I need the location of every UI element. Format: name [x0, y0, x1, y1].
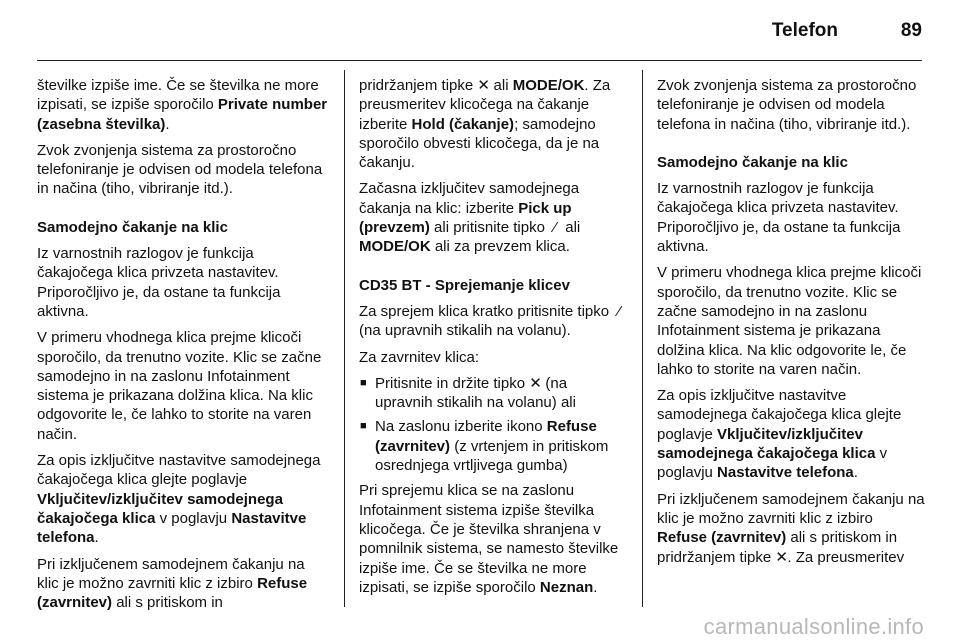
column-divider-2 — [642, 70, 643, 607]
column-2 — [359, 76, 627, 604]
paragraph: Pri sprejemu klica se na zaslonu Infotainment sistema izpiše številka klicočega. Če je številka shranjena v pomnilnik sistema, se namesto številke izpiše ime. Če se številka ne more izpisati, se izpiše sporočilo Neznan. — [359, 482, 619, 596]
paragraph: Za zavrnitev klica: — [359, 348, 480, 366]
paragraph: pridržanjem tipke ✕ ali MODE/OK. Za preusmeritev klicočega na čakanje izberite Hold (čakanje); samodejno sporočilo obvesti klicočega, da je na čakanju. — [359, 77, 611, 172]
column-divider-1 — [344, 70, 345, 607]
paragraph: Za opis izključitve nastavitve samodejnega čakajočega klica glejte poglavje Vključitev/izključitev samodejnega čakajočega klica v poglavju Nastavitve telefona. — [657, 387, 902, 482]
column-1 — [37, 76, 329, 619]
header-rule — [37, 60, 922, 61]
phone-answer-icon: ⁄ — [553, 219, 557, 237]
paragraph: Iz varnostnih razlogov je funkcija čakajočega klica privzeta nastavitev. Priporočljivo je, da ostane ta funkcija aktivna. — [657, 180, 901, 256]
page-number: 89 — [900, 20, 922, 41]
paragraph: V primeru vhodnega klica prejme klicoči sporočilo, da trenutno vozite. Klic se začne samodejno in na zaslonu Infotainment sistema je prikazana dolžina klica. Na klic odgovorite le, če lahko to storite na varen način. — [37, 329, 322, 443]
phone-hangup-icon: ✕ — [775, 548, 788, 566]
watermark: carmanualsonline.info — [703, 614, 924, 639]
list-item: ■ Na zaslonu izberite ikono Refuse (zavrnitev) (z vrtenjem in pritiskom osrednjega vrtljivega gumba) — [359, 417, 627, 475]
list-item: ■ Pritisnite in držite tipko ✕ (na upravnih stikalih na volanu) ali — [359, 374, 627, 413]
header-title: Telefon — [771, 20, 838, 41]
paragraph: Začasna izključitev samodejnega čakanja na klic: izberite Pick up (prevzem) ali pritisnite tipko ⁄ ali MODE/OK ali za prevzem klica. — [359, 180, 581, 256]
paragraph: Za opis izključitve nastavitve samodejnega čakajočega klica glejte poglavje Vključitev/izključitev samodejnega čakajočega klica v poglavju Nastavitve telefona. — [37, 452, 321, 547]
paragraph: Pri izključenem samodejnem čakanju na klic je možno zavrniti klic z izbiro Refuse (zavrnitev) ali s pritiskom in — [37, 555, 308, 612]
section-heading: Samodejno čakanje na klic — [37, 218, 228, 236]
phone-hangup-icon: ✕ — [477, 77, 490, 94]
paragraph: številke izpiše ime. Če se številka ne more izpisati, se izpiše sporočilo Private number (zasebna številka). — [37, 77, 328, 133]
paragraph: Zvok zvonjenja sistema za prostoročno telefoniranje je odvisen od modela telefona in načina (tiho, vibriranje itd.). — [657, 77, 917, 133]
phone-hangup-icon: ✕ — [529, 374, 542, 392]
bullet-list — [359, 374, 627, 475]
paragraph: Zvok zvonjenja sistema za prostoročno telefoniranje je odvisen od modela telefona in načina (tiho, vibriranje itd.). — [37, 141, 323, 198]
section-heading: CD35 BT - Sprejemanje klicev — [359, 276, 570, 294]
phone-answer-icon: ⁄ — [618, 302, 621, 320]
paragraph: Iz varnostnih razlogov je funkcija čakajočega klica privzeta nastavitev. Priporočljivo je, da ostane ta funkcija aktivna. — [37, 245, 281, 320]
paragraph: Pri izključenem samodejnem čakanju na klic je možno zavrniti klic z izbiro Refuse (zavrnitev) ali s pritiskom in pridržanjem tipke ✕. Za preusmeritev — [657, 490, 925, 566]
column-3 — [657, 76, 925, 574]
paragraph: Za sprejem klica kratko pritisnite tipko ⁄ (na upravnih stikalih na volanu). — [359, 302, 627, 341]
paragraph: V primeru vhodnega klica prejme klicoči sporočilo, da trenutno vozite. Klic se začne samodejno in na zaslonu Infotainment sistema je prikazana dolžina klica. Na klic odgovorite le, če lahko to storite na varen način. — [657, 264, 922, 378]
section-heading: Samodejno čakanje na klic — [657, 153, 848, 171]
